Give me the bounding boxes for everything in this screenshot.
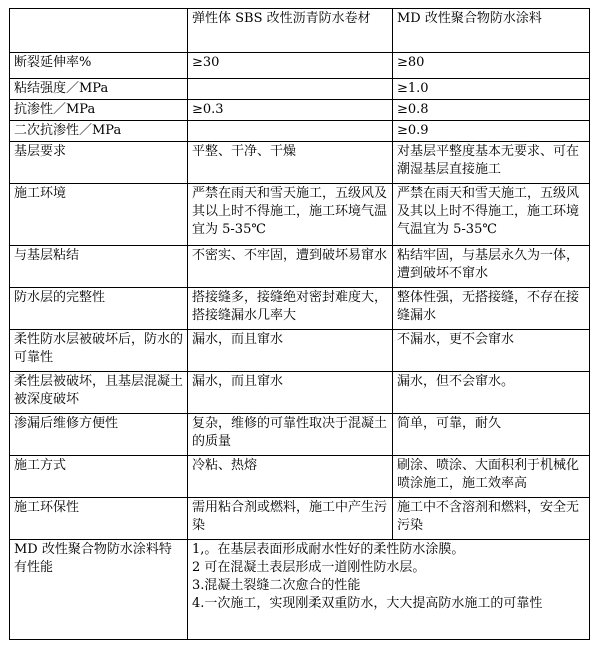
row-label: 与基层粘结: [10, 246, 188, 288]
header-row: [10, 9, 590, 53]
table-row: [10, 100, 590, 121]
sbs-value: 漏水，而且窜水: [188, 372, 393, 414]
md-value: 严禁在雨天和雪天施工，五级风及其以上时不得施工，施工环境气温宜为 5-35℃: [393, 184, 590, 246]
sbs-value: ≥30: [188, 53, 393, 79]
table-row: [10, 498, 590, 540]
sbs-value: [188, 121, 393, 142]
sbs-value: 复杂，维修的可靠性取决于混凝土的质量: [188, 414, 393, 456]
sbs-value: 不密实、不牢固，遭到破坏易窜水: [188, 246, 393, 288]
table-row: [10, 79, 590, 100]
table-row: [10, 288, 590, 330]
sbs-value: 需用粘合剂或燃料，施工中产生污染: [188, 498, 393, 540]
md-value: 刷涂、喷涂、大面积利于机械化喷涂施工，施工效率高: [393, 456, 590, 498]
md-value: 不漏水，更不会窜水: [393, 330, 590, 372]
special-item: 1,。在基层表面形成耐水性好的柔性防水涂膜。: [192, 542, 465, 557]
md-value: ≥0.8: [393, 100, 590, 121]
row-label: 柔性层被破坏，且基层混凝土被深度破坏: [10, 372, 188, 414]
special-item: 4.一次施工，实现刚柔双重防水，大大提高防水施工的可靠性: [192, 596, 543, 611]
special-items: [188, 540, 590, 640]
row-label: 施工环保性: [10, 498, 188, 540]
header-cell-sbs: 弹性体 SBS 改性沥青防水卷材: [188, 9, 393, 53]
row-label: 二次抗渗性／MPa: [10, 121, 188, 142]
md-value: ≥80: [393, 53, 590, 79]
row-label: 渗漏后维修方便性: [10, 414, 188, 456]
md-value: 漏水，但不会窜水。: [393, 372, 590, 414]
row-label: 施工环境: [10, 184, 188, 246]
sbs-value: 漏水，而且窜水: [188, 330, 393, 372]
table-row: [10, 121, 590, 142]
table-row: [10, 184, 590, 246]
special-item: 2 可在混凝土表层形成一道刚性防水层。: [192, 560, 426, 575]
special-properties-row: [10, 540, 590, 640]
row-label: 抗渗性／MPa: [10, 100, 188, 121]
table-row: [10, 246, 590, 288]
comparison-table: [9, 8, 590, 640]
md-value: 对基层平整度基本无要求、可在潮湿基层直接施工: [393, 142, 590, 184]
md-value: 粘结牢固，与基层永久为一体，遭到破坏不窜水: [393, 246, 590, 288]
table-row: [10, 372, 590, 414]
sbs-value: ≥0.3: [188, 100, 393, 121]
row-label: 基层要求: [10, 142, 188, 184]
table-row: [10, 142, 590, 184]
special-label: MD 改性聚合物防水涂料特有性能: [10, 540, 188, 640]
header-cell-blank: [10, 9, 188, 53]
sbs-value: 严禁在雨天和雪天施工，五级风及其以上时不得施工，施工环境气温宜为 5-35℃: [188, 184, 393, 246]
header-cell-md: MD 改性聚合物防水涂料: [393, 9, 590, 53]
sbs-value: 平整、干净、干燥: [188, 142, 393, 184]
table-row: [10, 53, 590, 79]
row-label: 柔性防水层被破坏后，防水的可靠性: [10, 330, 188, 372]
md-value: 施工中不含溶剂和燃料，安全无污染: [393, 498, 590, 540]
row-label: 施工方式: [10, 456, 188, 498]
md-value: 简单，可靠，耐久: [393, 414, 590, 456]
row-label: 断裂延伸率%: [10, 53, 188, 79]
table-row: [10, 330, 590, 372]
md-value: ≥1.0: [393, 79, 590, 100]
row-label: 防水层的完整性: [10, 288, 188, 330]
table-row: [10, 456, 590, 498]
table-row: [10, 414, 590, 456]
row-label: 粘结强度／MPa: [10, 79, 188, 100]
sbs-value: 冷粘、热熔: [188, 456, 393, 498]
special-item: 3.混凝土裂缝二次愈合的性能: [192, 578, 361, 593]
md-value: 整体性强，无搭接缝，不存在接缝漏水: [393, 288, 590, 330]
sbs-value: [188, 79, 393, 100]
sbs-value: 搭接缝多，接缝绝对密封难度大，搭接缝漏水几率大: [188, 288, 393, 330]
md-value: ≥0.9: [393, 121, 590, 142]
